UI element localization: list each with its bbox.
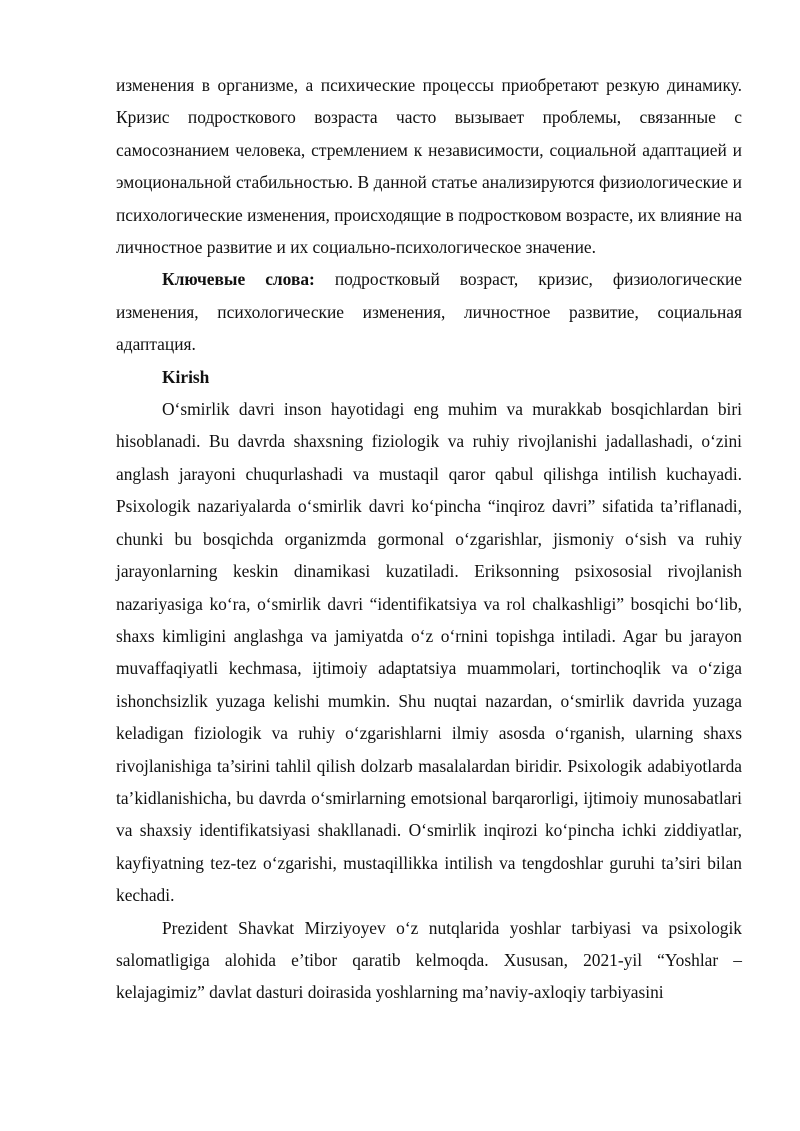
keywords-label: Ключевые слова: [162,269,315,290]
document-page [116,69,742,1009]
abstract-paragraph: изменения в организме, а психические процессы приобретают резкую динамику. Кризис подросткового возраста часто вызывает проблемы, связанные с самосознанием человека, стремлением к независимости, социальной адаптацией и эмоциональной стабильностью. В данной статье анализируются физиологические и психологические изменения, происходящие в подростковом возрасте, их влияние на личностное развитие и их социально-психологическое значение. [116,75,742,258]
keywords-text: подростковый возраст, кризис, физиологические изменения, психологические изменения, личностное развитие, социальная адаптация. [116,269,743,355]
body-paragraph: O‘smirlik davri inson hayotidagi eng muhim va murakkab bosqichlardan biri hisoblanadi. Bu davrda shaxsning fiziologik va ruhiy rivojlanishi jadallashadi, o‘zini anglash jarayoni chuqurlashadi va mustaqil qaror qabul qilishga intilish kuchayadi. Psixologik nazariyalarda o‘smirlik davri ko‘pincha “inqiroz davri” sifatida ta’riflanadi, chunki bu bosqichda organizmda gormonal o‘zgarishlar, jismoniy o‘sish va ruhiy jarayonlarning keskin dinamikasi kuzatiladi. Eriksonning psixososial rivojlanish nazariyasiga ko‘ra, o‘smirlik davri “identifikatsiya va rol chalkashligi” bosqichi bo‘lib, shaxs kimligini anglashga va jamiyatda o‘z o‘rnini topishga intiladi. Agar bu jarayon muvaffaqiyatli kechmasa, ijtimoiy adaptatsiya muammolari, tortinchoqlik va o‘ziga ishonchsizlik yuzaga kelishi mumkin. Shu nuqtai nazardan, o‘smirlik davrida yuzaga keladigan fiziologik va ruhiy o‘zgarishlarni ilmiy asosda o‘rganish, ularning shaxs rivojlanishiga ta’sirini tahlil qilish dolzarb masalalardan biridir. Psixologik adabiyotlarda ta’kidlanishicha, bu davrda o‘smirlarning emotsional barqarorligi, ijtimoiy munosabatlari va shaxsiy identifikatsiyasi shakllanadi. O‘smirlik inqirozi ko‘pincha ichki ziddiyatlar, kayfiyatning tez-tez o‘zgarishi, mustaqillikka intilish va tengdoshlar guruhi ta’siri bilan kechadi. [116,399,742,906]
section-heading-introduction: Kirish [162,366,210,387]
keywords-paragraph [116,263,742,360]
body-paragraph: Prezident Shavkat Mirziyoyev o‘z nutqlarida yoshlar tarbiyasi va psixologik salomatligiga alohida e’tibor qaratib kelmoqda. Xususan, 2021-yil “Yoshlar – kelajagimiz” davlat dasturi doirasida yoshlarning ma’naviy-axloqiy tarbiyasini [116,917,742,1003]
